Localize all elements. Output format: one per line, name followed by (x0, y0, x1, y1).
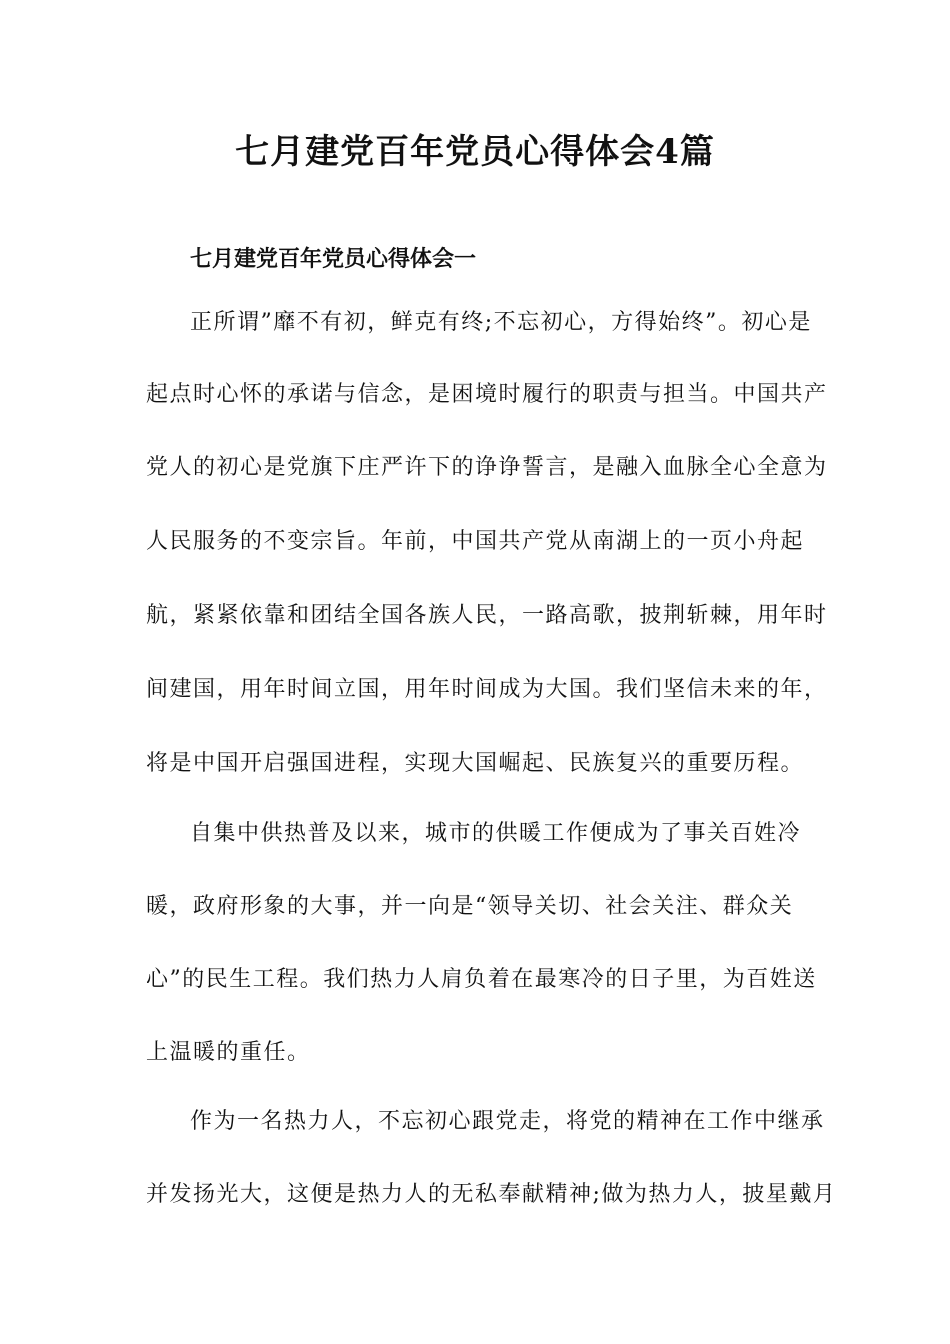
paragraph-line: 党人的初心是党旗下庄严许下的诤诤誓言，是融入血脉全心全意为 (146, 455, 828, 480)
paragraph-line: 航，紧紧依靠和团结全国各族人民，一路高歌，披荆斩棘，用年时 (146, 603, 828, 628)
paragraph-line: 将是中国开启强国进程，实现大国崛起、民族复兴的重要历程。 (146, 751, 805, 776)
paragraph-line: 起点时心怀的承诺与信念，是困境时履行的职责与担当。中国共产 (146, 382, 828, 407)
document-title: 七月建党百年党员心得体会4篇 (235, 132, 715, 172)
section-heading: 七月建党百年党员心得体会一 (190, 246, 477, 272)
paragraph-line: 人民服务的不变宗旨。年前，中国共产党从南湖上的一页小舟起 (146, 529, 805, 554)
paragraph-line: 上温暖的重任。 (146, 1040, 311, 1065)
paragraph-line: 作为一名热力人，不忘初心跟党走，将党的精神在工作中继承 (190, 1109, 825, 1134)
paragraph-line: 自集中供热普及以来，城市的供暖工作便成为了事关百姓冷 (190, 821, 802, 846)
paragraph-line: 暖，政府形象的大事，并一向是“领导关切、社会关注、群众关 (146, 894, 794, 919)
paragraph-line: 正所谓”靡不有初，鲜克有终;不忘初心，方得始终”。初心是 (190, 310, 812, 335)
paragraph-line: 并发扬光大，这便是热力人的无私奉献精神;做为热力人，披星戴月 (146, 1182, 837, 1207)
paragraph-line: 间建国，用年时间立国，用年时间成为大国。我们坚信未来的年， (146, 677, 828, 702)
paragraph-line: 心”的民生工程。我们热力人肩负着在最寒冷的日子里，为百姓送 (146, 967, 817, 992)
